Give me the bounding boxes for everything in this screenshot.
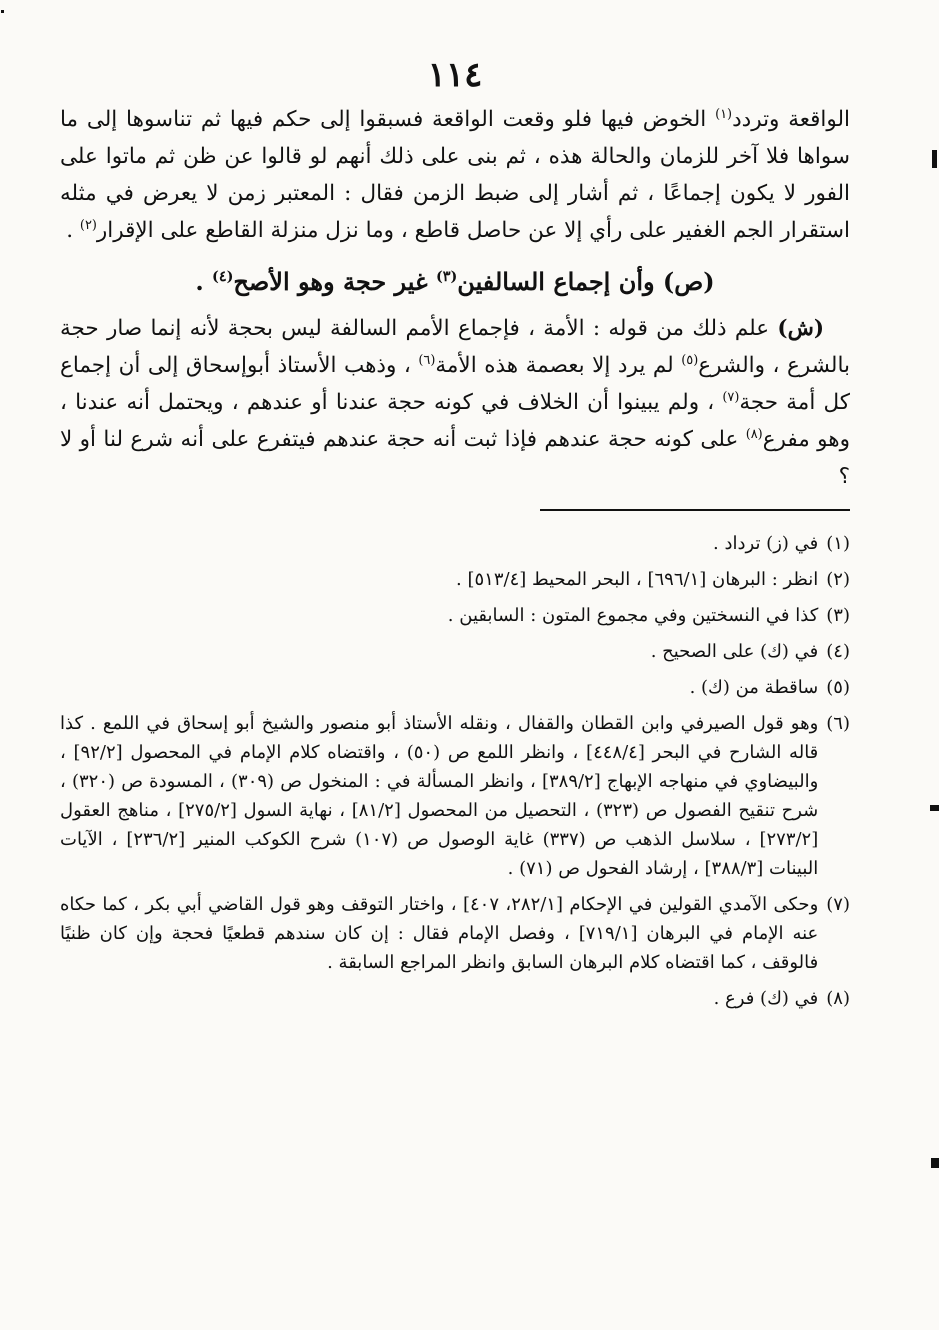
footnote-text: كذا في النسختين وفي مجموع المتون : السابقين . (447, 605, 819, 626)
footnote-marker: (٤) (212, 268, 234, 285)
footnote (60, 984, 850, 1013)
footnote (60, 709, 850, 883)
scan-mark (932, 150, 937, 168)
section-label: (ش) (777, 316, 824, 341)
footnote-marker: (٦) (418, 352, 436, 368)
footnote-number: (٢) (826, 569, 850, 590)
footnote-number: (٨) (826, 988, 850, 1009)
footnote-number: (٧) (826, 894, 850, 915)
text-run: الواقعة وتردد (732, 107, 850, 132)
footnote-marker: (١) (715, 106, 733, 122)
footnote-text: وهو قول الصيرفي وابن القطان والقفال ، ونقله الأستاذ أبو منصور والشيخ أبو إسحاق في اللمع . كذا قاله الشارح في البحر [٤٤٨/٤] ، وانظر اللمع ص (٥٠) ، واقتضاه كلام الإمام في المحصول [٩٢/٢] ، والبيضاوي في منهاجه الإبهاج [٣٨٩/٢] ، وانظر المسألة في : المنخول ص (٣٠٩) ، المسودة ص (٣٢٠) ، شرح تنقيح الفصول ص (٣٢٣) ، التحصيل من المحصول [٨١/٢] ، نهاية السول [٢٧٥/٢] ، مناهج العقول [٢٧٣/٢] ، سلاسل الذهب ص (٣٣٧) غاية الوصول ص (١٠٧) شرح الكوكب المنير [٢٣٦/٢] ، الآيات البينات [٣٨٨/٣] ، إرشاد الفحول ص (٧١) . (60, 713, 819, 879)
footnote-number: (٣) (826, 605, 850, 626)
footnote-number: (٥) (826, 677, 850, 698)
text-run: . (66, 218, 80, 243)
text-run: لم يرد إلا بعصمة هذه الأمة (435, 353, 682, 378)
footnote (60, 673, 850, 702)
scan-mark (930, 805, 939, 811)
footnote-marker: (٣) (435, 268, 458, 285)
footnote-text: في (ك) فرع . (713, 988, 819, 1009)
paragraph-2 (60, 310, 850, 495)
text-run: (ص) وأن إجماع السالفين (457, 267, 715, 296)
text-run: الخوض فيها فلو وقعت الواقعة فسبقوا إلى حكم فيها ثم تناسوها إلى ما سواها فلا آخر للزمان والحالة هذه ، ثم بنى على ذلك أنهم لو قالوا عن ظن ثم ماتوا على الفور لا يكون إجماعًا ، ثم أشار إلى ضبط الزمن فقال : المعتبر زمن لا يعرض في مثله استقرار الجم الغفير على رأي إلا عن حاصل قاطع ، وما نزل منزلة القاطع على الإقرار (60, 107, 850, 243)
text-run: ، ولم يبينوا أن الخلاف في كونه حجة عندنا أو عندهم ، ويحتمل أنه عندنا ، وهو مفرع (60, 390, 851, 452)
text-run: ، وذهب الأستاذ أبوإسحاق إلى أن إجماع كل أمة حجة (60, 353, 850, 415)
footnote (60, 565, 850, 594)
footnote-number: (١) (826, 533, 850, 554)
text-run: . (195, 267, 213, 296)
footnote-marker: (٧) (722, 389, 740, 405)
footnote-text: في (ز) ترداد . (713, 533, 819, 554)
text-run: علم ذلك من قوله : الأمة ، فإجماع الأمم السالفة ليس بحجة لأنه إنما صار حجة بالشرع ، والشرع (60, 316, 850, 378)
paragraph-2-text (60, 316, 850, 489)
footnote (60, 637, 850, 666)
section-heading (60, 267, 850, 296)
footnote-number: (٦) (826, 713, 850, 734)
footnote-separator (540, 509, 850, 511)
footnote-text: انظر : البرهان [٦٩٦/١] ، البحر المحيط [٥١٣/٤] . (456, 569, 819, 590)
paragraph-1 (60, 101, 850, 249)
page-number: ١١٤ (427, 55, 483, 95)
footnote-text: في (ك) على الصحيح . (650, 641, 819, 662)
footnote (60, 890, 850, 977)
footnote-marker: (٨) (745, 426, 763, 442)
footnote (60, 529, 850, 558)
footnote-marker: (٥) (681, 352, 699, 368)
footnote-text: وحكى الآمدي القولين في الإحكام [٢٨٢/١، ٤٠٧] ، واختار التوقف وهو قول القاضي أبي بكر ، كما حكاه عنه الإمام في البرهان [٧١٩/١] ، وفصل الإمام فقال : إن كان سندهم قطعيًا فحجة وإن كان ظنيًا فالوقف ، كما اقتضاه كلام البرهان السابق وانظر المراجع السابقة . (60, 894, 819, 973)
footnote (60, 601, 850, 630)
scan-mark (1, 10, 4, 13)
text-run: على كونه حجة عندهم فإذا ثبت أنه حجة عندهم فيتفرع على أنه شرع لنا أو لا ؟ (60, 427, 850, 489)
text-run: غير حجة وهو الأصح (233, 267, 436, 296)
footnotes-list (60, 529, 850, 1013)
footnote-number: (٤) (826, 641, 850, 662)
page (60, 55, 850, 1020)
scan-mark (931, 1158, 939, 1168)
footnote-marker: (٢) (79, 217, 97, 233)
footnote-text: ساقطة من (ك) . (689, 677, 819, 698)
